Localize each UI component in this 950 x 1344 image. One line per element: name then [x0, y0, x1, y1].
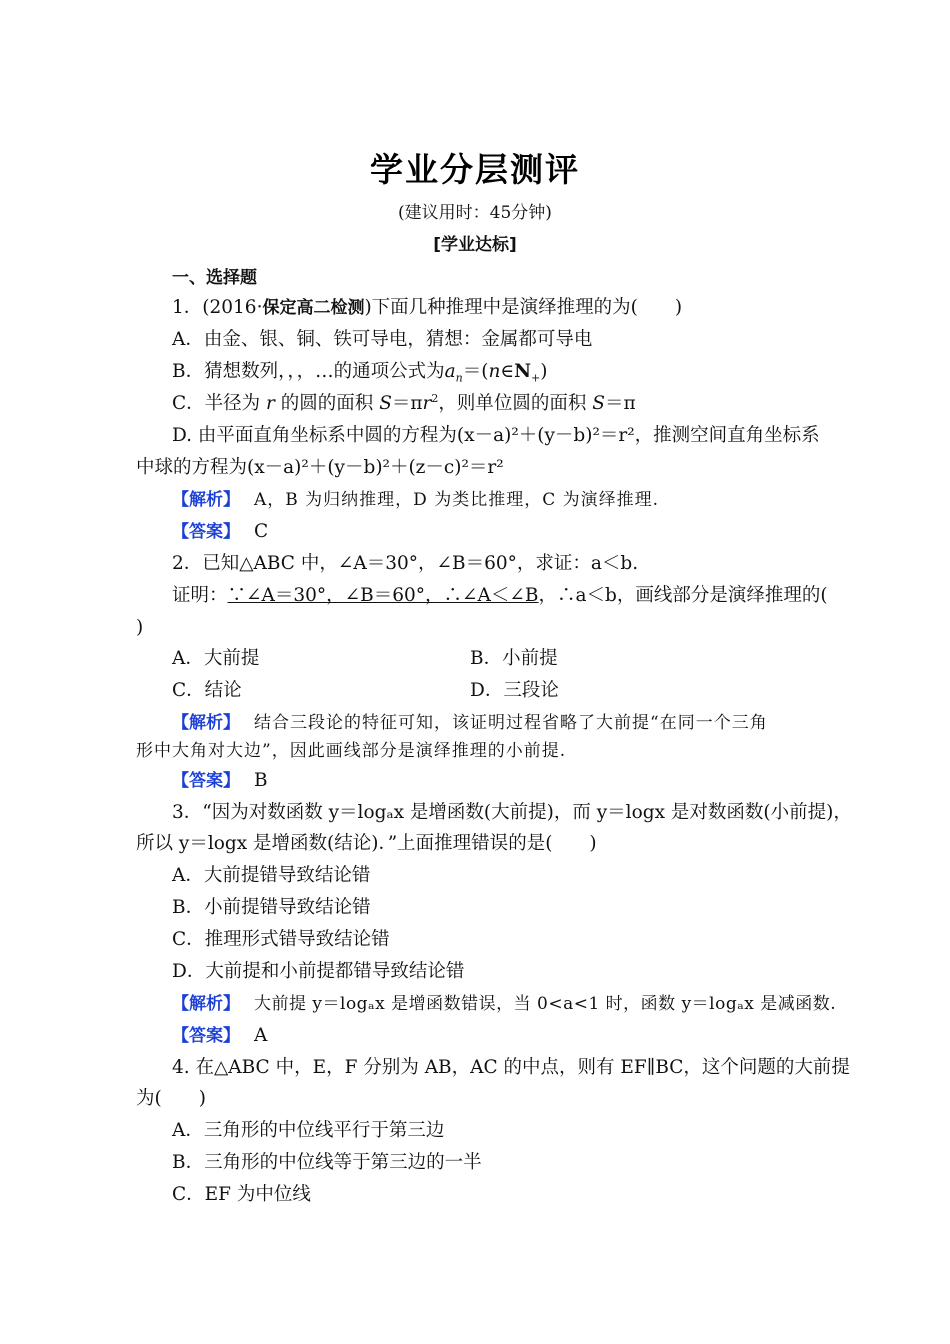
q2-proof-suffix: ，∴a＜b，画线部分是演绎推理的(: [538, 585, 828, 606]
page-title: 学业分层测评: [370, 150, 580, 189]
q4-stem-line1: 4. 在△ABC 中，E，F 分别为 AB，AC 的中点，则有 EF∥BC，这个问题的大前提: [172, 1057, 850, 1078]
q1-b-n: n: [488, 361, 501, 382]
q1-c-exp: 2: [431, 391, 439, 405]
q1-b-in: ∈: [500, 361, 515, 382]
q2-stem: 2．已知△ABC 中，∠A＝30°，∠B＝60°，求证：a＜b.: [172, 553, 639, 574]
q2-option-b: B．小前提: [470, 648, 558, 669]
q2-proof-close: ): [136, 617, 144, 638]
q1-c-r2: r: [422, 393, 432, 414]
section-heading: [学业达标]: [433, 235, 517, 255]
q1-c-eq: ＝π: [391, 393, 423, 414]
q1-b-text: B．猜想数列，，，…的通项公式为: [172, 361, 445, 382]
q3-analysis: [172, 992, 836, 1016]
analysis-tag: 【解析】: [172, 713, 240, 733]
q2-option-d: D．三段论: [470, 680, 559, 701]
q1-b-plus: +: [531, 371, 541, 385]
q4-stem-line2: 为( ): [136, 1088, 206, 1109]
q2-analysis: [172, 711, 768, 735]
q1-b-set: N: [514, 361, 531, 382]
q1-c-pi: ＝π: [604, 393, 636, 414]
part-heading: 一、选择题: [172, 268, 257, 288]
q3-answer: [172, 1024, 267, 1048]
q1-c-s2: S: [592, 393, 605, 414]
q1-option-c: [172, 392, 636, 416]
q2-proof-prefix: 证明：: [172, 585, 228, 606]
q1-option-a: A．由金、银、铜、铁可导电，猜想：金属都可导电: [172, 329, 593, 350]
time-hint: (建议用时：45分钟): [398, 203, 552, 223]
q2-option-a: A．大前提: [172, 648, 260, 669]
q3-option-c: C．推理形式错导致结论错: [172, 929, 390, 950]
q3-option-d: D．大前提和小前提都错导致结论错: [172, 961, 465, 982]
q1-answer-value: C: [254, 521, 269, 542]
q1-stem-prefix: 1．(2016·: [172, 297, 263, 318]
q1-c-r: r: [266, 393, 275, 414]
q3-stem-line1: 3．“因为对数函数 y＝logₐx 是增函数(大前提)，而 y＝logx 是对数函数(小前提)，: [172, 802, 852, 823]
q1-c-text3: ，则单位圆的面积: [438, 393, 587, 414]
q1-b-var: a: [444, 361, 456, 382]
q1-b-eq: ＝(: [462, 361, 489, 382]
analysis-tag: 【解析】: [172, 490, 240, 510]
q2-option-c: C．结论: [172, 680, 242, 701]
q1-analysis: [172, 488, 659, 512]
q2-proof: [172, 584, 828, 608]
q1-c-text1: C．半径为: [172, 393, 261, 414]
q1-option-d-line2: 中球的方程为(x－a)²＋(y－b)²＋(z－c)²＝r²: [136, 457, 504, 478]
q1-answer: [172, 520, 268, 544]
q3-stem-line2: 所以 y＝logx 是增函数(结论)．”上面推理错误的是( ): [136, 833, 597, 854]
q1-source: 保定高二检测: [262, 298, 365, 318]
q4-option-a: A．三角形的中位线平行于第三边: [172, 1120, 445, 1141]
q2-answer-value: B: [254, 770, 268, 791]
q2-answer: [172, 769, 268, 793]
q1-option-b: [172, 360, 547, 384]
q4-option-c: C．EF 为中位线: [172, 1184, 311, 1205]
q1-c-text2: 的圆的面积: [280, 393, 374, 414]
answer-tag: 【答案】: [172, 1026, 240, 1046]
q3-answer-value: A: [254, 1025, 268, 1046]
q2-analysis-line2: 形中大角对大边”，因此画线部分是演绎推理的小前提.: [136, 741, 567, 761]
answer-tag: 【答案】: [172, 771, 240, 791]
q1-stem-suffix: )下面几种推理中是演绎推理的为( ): [364, 297, 683, 318]
q3-option-a: A．大前提错导致结论错: [172, 865, 371, 886]
q2-analysis-text1: 结合三段论的特征可知，该证明过程省略了大前提“在同一个三角: [254, 713, 768, 733]
q1-stem: [172, 296, 682, 320]
q4-option-b: B．三角形的中位线等于第三边的一半: [172, 1152, 482, 1173]
q1-analysis-text: A，B 为归纳推理，D 为类比推理，C 为演绎推理.: [254, 490, 660, 510]
q2-proof-underlined: ∵∠A＝30°，∠B＝60°，∴∠A＜∠B: [227, 585, 539, 606]
q1-c-s: S: [379, 393, 392, 414]
q3-analysis-text: 大前提 y＝logₐx 是增函数错误，当 0<a<1 时，函数 y＝logₐx 是减函数.: [254, 994, 837, 1014]
q1-b-close: ): [540, 361, 548, 382]
analysis-tag: 【解析】: [172, 994, 240, 1014]
q1-b-sub: n: [455, 371, 463, 385]
answer-tag: 【答案】: [172, 522, 240, 542]
q1-option-d-line1: D. 由平面直角坐标系中圆的方程为(x－a)²＋(y－b)²＝r²，推测空间直角坐标系: [172, 425, 820, 446]
q3-option-b: B．小前提错导致结论错: [172, 897, 371, 918]
